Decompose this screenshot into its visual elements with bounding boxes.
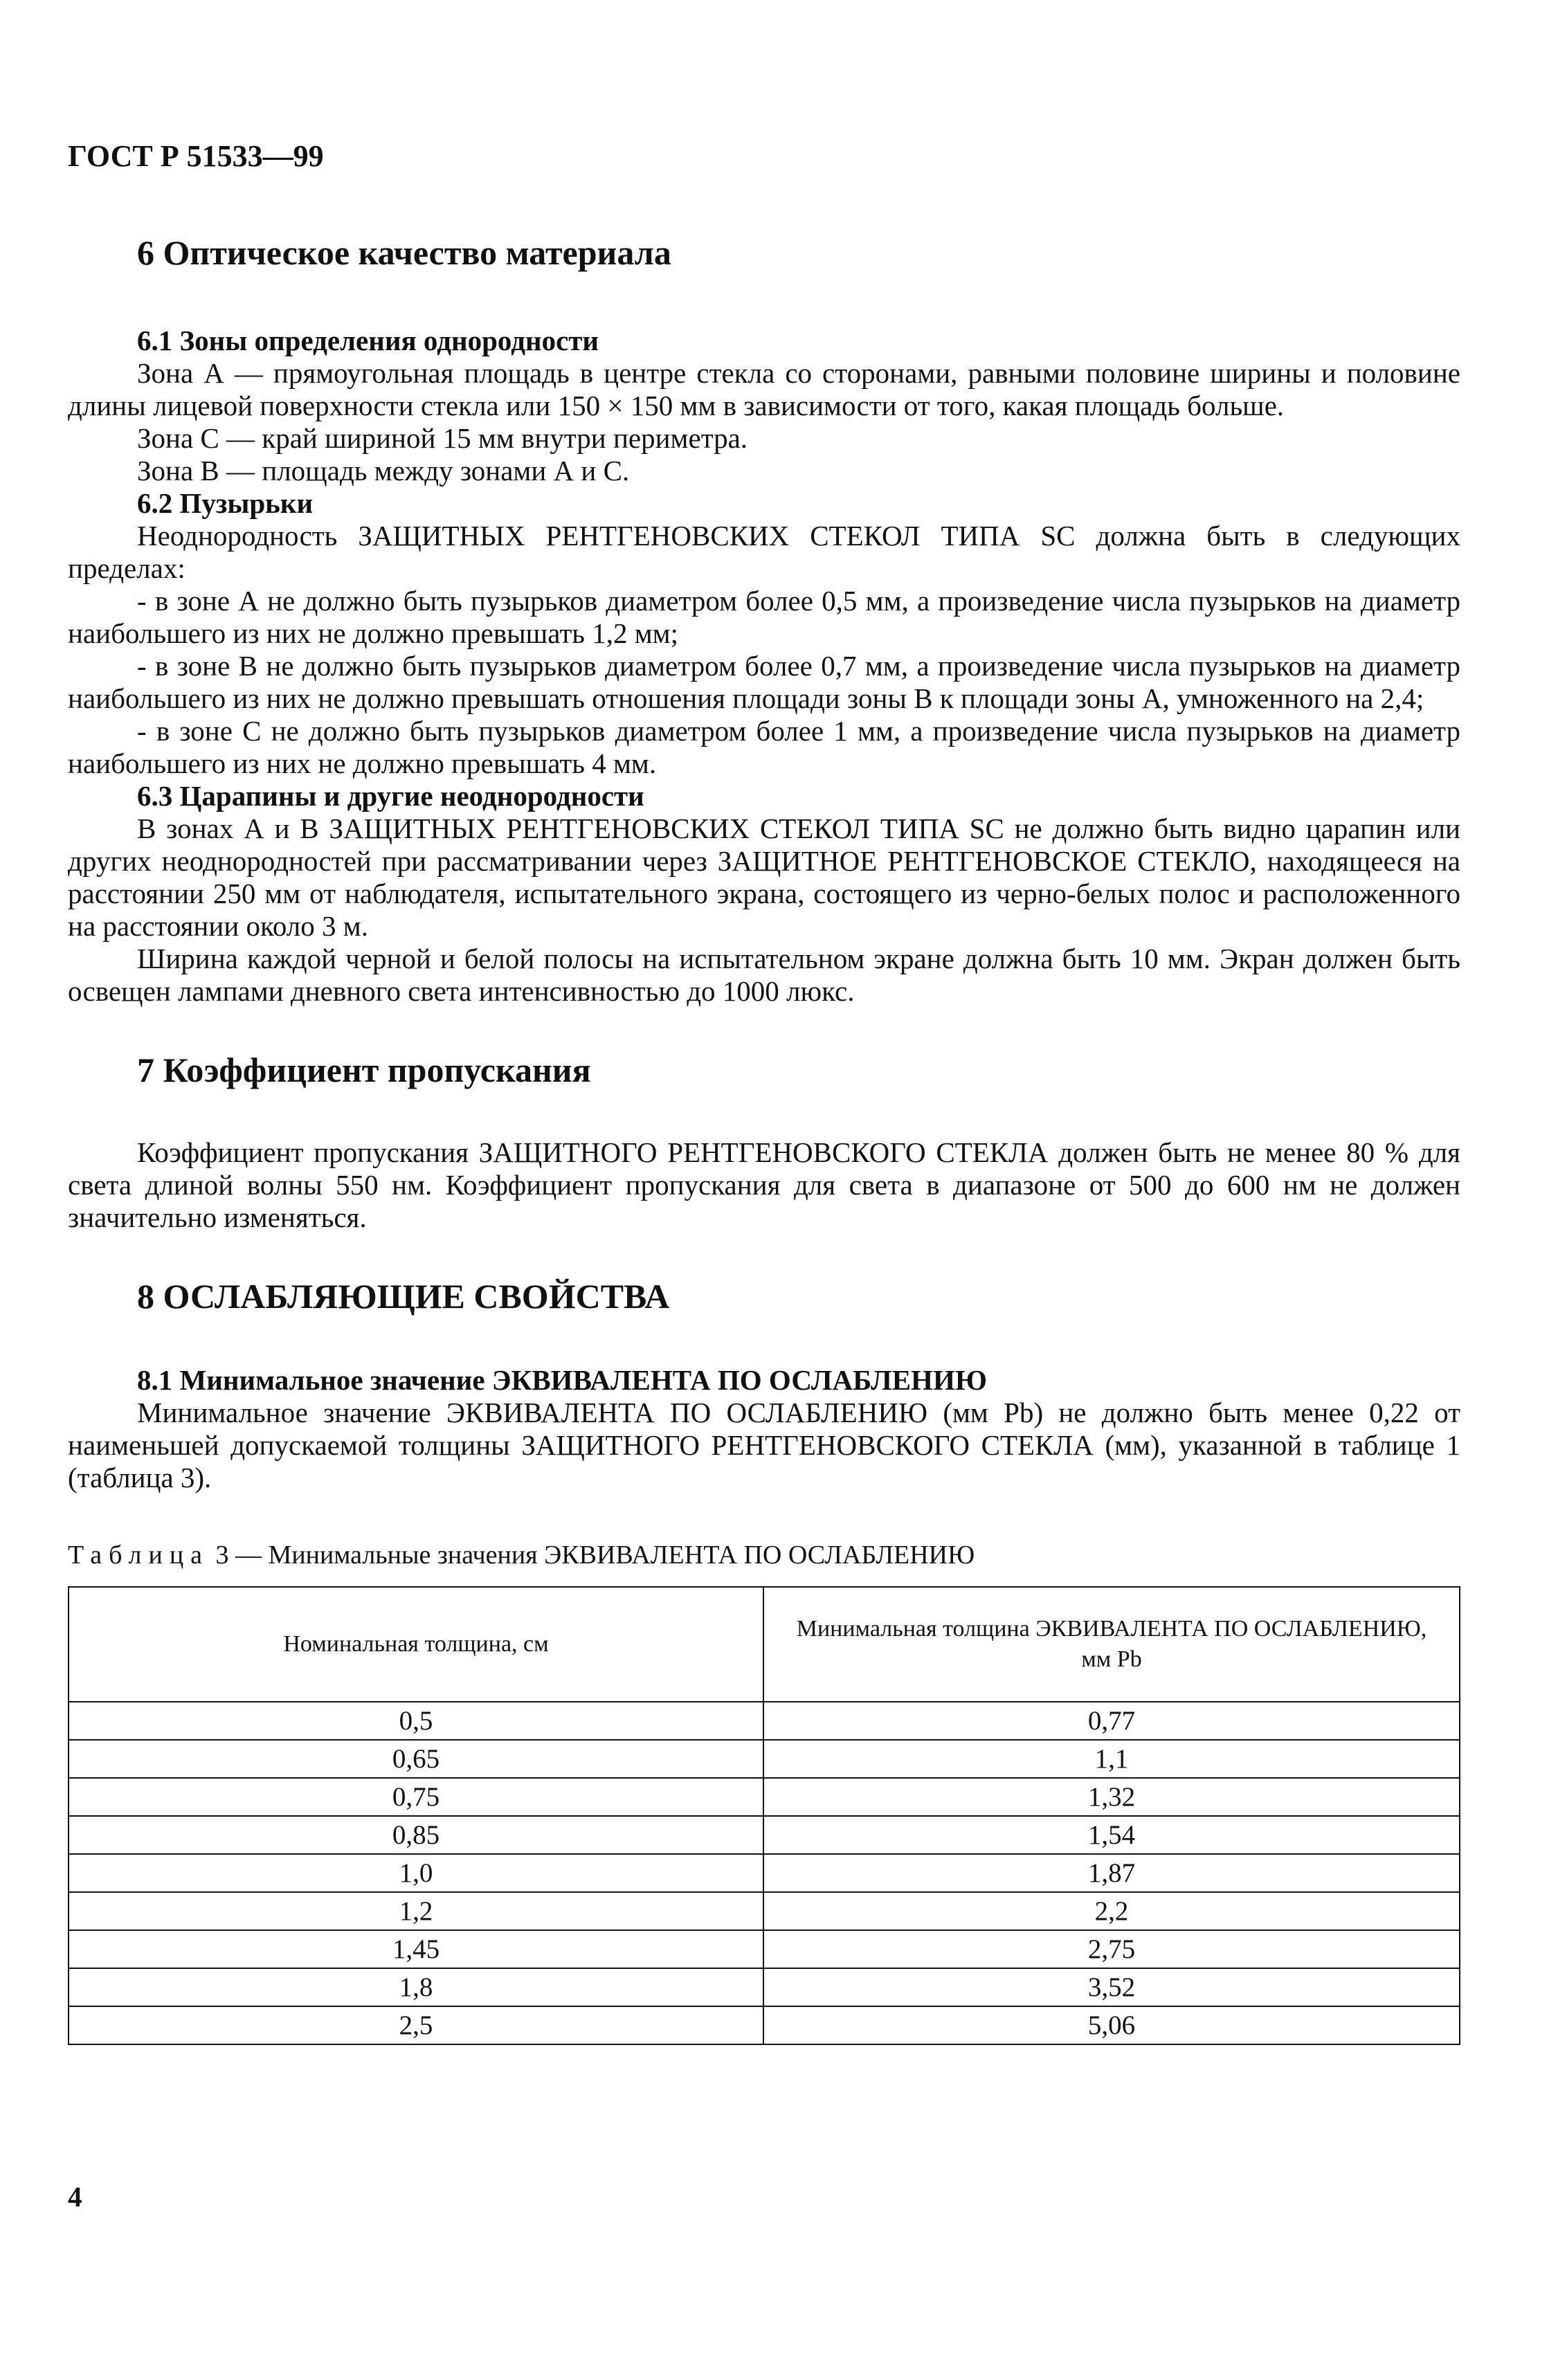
table-row <box>69 2006 1460 2044</box>
paragraph: Коэффициент пропускания ЗАЩИТНОГО РЕНТГЕНОВСКОГО СТЕКЛА должен быть не менее 80 % для света длиной волны 550 нм. Коэффициент пропускания для света в диапазоне от 500 до 600 нм не должен значительно изменяться. <box>68 1136 1460 1233</box>
table-3 <box>68 1586 1460 2045</box>
paragraph: Зона С — край шириной 15 мм внутри периметра. <box>137 421 748 454</box>
table-row <box>69 1778 1460 1816</box>
table-row <box>69 1930 1460 1968</box>
column-header-equivalent: Минимальная толщина ЭКВИВАЛЕНТА ПО ОСЛАБЛЕНИЮ, мм Pb <box>763 1587 1460 1702</box>
table-cell: 1,0 <box>69 1854 763 1892</box>
paragraph: Ширина каждой черной и белой полосы на испытательном экране должна быть 10 мм. Экран должен быть освещен лампами дневного света интенсивностью до 1000 люкс. <box>68 942 1460 1007</box>
table-cell: 1,45 <box>69 1930 763 1968</box>
subsection-6-1-title: 6.1 Зоны определения однородности <box>137 324 599 356</box>
table-row <box>69 1968 1460 2006</box>
paragraph: - в зоне А не должно быть пузырьков диаметром более 0,5 мм, а произведение числа пузырьков на диаметр наибольшего из них не должно превышать 1,2 мм; <box>68 584 1460 649</box>
table-cell: 0,77 <box>763 1702 1460 1740</box>
table-cell: 5,06 <box>763 2006 1460 2044</box>
table-row <box>69 1854 1460 1892</box>
table-cell: 0,65 <box>69 1740 763 1778</box>
table-cell: 1,54 <box>763 1816 1460 1854</box>
column-header-thickness: Номинальная толщина, см <box>69 1587 763 1702</box>
table-cell: 1,87 <box>763 1854 1460 1892</box>
paragraph: Минимальное значение ЭКВИВАЛЕНТА ПО ОСЛАБЛЕНИЮ (мм Pb) не должно быть менее 0,22 от наименьшей допускаемой толщины ЗАЩИТНОГО РЕНТГЕНОВСКОГО СТЕКЛА (мм), указанной в таблице 1 (таблица 3). <box>68 1396 1460 1493</box>
subsection-6-2-title: 6.2 Пузырьки <box>137 487 314 519</box>
table-cell: 1,1 <box>763 1740 1460 1778</box>
table-row <box>69 1740 1460 1778</box>
table-cell: 1,8 <box>69 1968 763 2006</box>
paragraph: Зона В — площадь между зонами А и С. <box>137 454 630 487</box>
paragraph: - в зоне С не должно быть пузырьков диаметром более 1 мм, а произведение числа пузырьков на диаметр наибольшего из них не должно превышать 4 мм. <box>68 714 1460 779</box>
table-cell: 2,2 <box>763 1892 1460 1930</box>
table-row <box>69 1892 1460 1930</box>
table-cell: 0,75 <box>69 1778 763 1816</box>
subsection-8-1-title: 8.1 Минимальное значение ЭКВИВАЛЕНТА ПО ОСЛАБЛЕНИЮ <box>137 1363 987 1396</box>
table-caption-text: 3 — Минимальные значения ЭКВИВАЛЕНТА ПО ОСЛАБЛЕНИЮ <box>215 1540 975 1570</box>
table-cell: 3,52 <box>763 1968 1460 2006</box>
table-row <box>69 1816 1460 1854</box>
subsection-6-3-title: 6.3 Царапины и другие неоднородности <box>137 779 644 812</box>
table-row <box>69 1702 1460 1740</box>
table-cell: 2,5 <box>69 2006 763 2044</box>
section-8-title: 8 ОСЛАБЛЯЮЩИЕ СВОЙСТВА <box>137 1276 670 1316</box>
table-header-row <box>69 1587 1460 1702</box>
paragraph: В зонах А и В ЗАЩИТНЫХ РЕНТГЕНОВСКИХ СТЕКОЛ ТИПА SC не должно быть видно царапин или других неоднородностей при рассматривании через ЗАЩИТНОЕ РЕНТГЕНОВСКОЕ СТЕКЛО, находящееся на расстоянии 250 мм от наблюдателя, испытательного экрана, состоящего из черно-белых полос и расположенного на расстоянии около 3 м. <box>68 812 1460 942</box>
section-7-title: 7 Коэффициент пропускания <box>137 1050 591 1089</box>
document-page <box>68 138 1460 2045</box>
paragraph: Неоднородность ЗАЩИТНЫХ РЕНТГЕНОВСКИХ СТЕКОЛ ТИПА SC должна быть в следующих пределах: <box>68 519 1460 584</box>
table-cell: 2,75 <box>763 1930 1460 1968</box>
table-caption-word: Таблица <box>68 1540 210 1570</box>
page-number: 4 <box>68 2181 82 2213</box>
table-caption <box>68 1540 1460 1572</box>
table-cell: 1,2 <box>69 1892 763 1930</box>
table-cell: 0,85 <box>69 1816 763 1854</box>
table-cell: 0,5 <box>69 1702 763 1740</box>
paragraph: Зона А — прямоугольная площадь в центре стекла со сторонами, равными половине ширины и половине длины лицевой поверхности стекла или 150 × 150 мм в зависимости от того, какая площадь больше. <box>68 356 1460 421</box>
paragraph: - в зоне В не должно быть пузырьков диаметром более 0,7 мм, а произведение числа пузырьков на диаметр наибольшего из них не должно превышать отношения площади зоны В к площади зоны А, умноженного на 2,4; <box>68 649 1460 714</box>
table-cell: 1,32 <box>763 1778 1460 1816</box>
section-6-title: 6 Оптическое качество материала <box>137 233 671 272</box>
document-code: ГОСТ Р 51533—99 <box>68 139 324 173</box>
